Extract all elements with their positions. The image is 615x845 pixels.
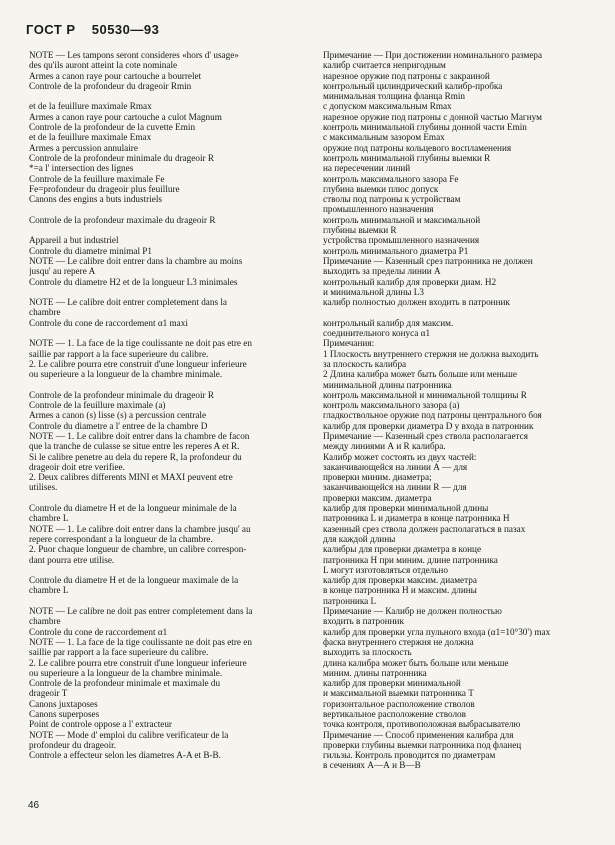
text-line: калибр для проверки максим. диаметра [323,575,477,586]
text-line: NOTE — 1. La face de la tige coulissante ne doit pas etre en [29,636,252,647]
line-gap [29,596,314,606]
text-line: Armes a canon raye pour cartouche a bourrelet [29,70,202,81]
text-line: Controle du cone de raccordement α1 maxi [29,317,188,328]
line-gap [29,225,314,235]
text-line: Controle du diametre minimal P1 [29,245,152,256]
text-line: Примечание — Способ применения калибра для [323,729,514,740]
text-line: устройства промышленного назначения [323,235,480,246]
document-header [26,22,159,37]
text-line: Controle a effecteur selon les diametres A-A et B-B. [29,750,221,761]
standard-number: 50530—93 [91,22,160,37]
text-line: repere correspondant a la longueur de la chambre. [29,533,213,544]
text-line: патронника L и диаметра в конце патронника Н [323,513,510,524]
text-line: Controle de la profondeur du drageoir Rmin [29,80,192,91]
text-line: des qu'ils auront atteint la cote nominale [29,60,178,71]
text-line: profondeur du drageoir. [29,739,116,750]
line-gap [29,328,314,338]
text-line: в конце патронника Н и максим. длины [323,585,477,596]
text-line: за плоскость калибра [323,358,407,369]
text-line: Controle de la feuillure maximale Fe [29,173,165,184]
text-line: Примечания: [323,338,375,349]
text-line: chambre L [29,585,69,596]
text-line: *=a l' intersection des lignes [29,163,134,174]
standard-title: ГОСТ Р [26,22,76,37]
text-line: выходить за плоскость [323,647,412,658]
text-line: ou superieure a la longueur de la chambre minimale. [29,369,223,380]
text-line: нарезное оружие под патроны с донной частью Магнум [323,111,542,122]
text-line: проверки глубины выемки патронника под фланец [323,739,522,750]
text-line: минимальной длины патронника [323,379,452,390]
text-line: с допуском максимальным Rmax [323,101,452,112]
text-line: NOTE — 1. Le calibre doit entrer dans la chambre de facon [29,430,250,441]
text-line: chambre [29,307,61,318]
text-line: стволы под патроны к устройствам [323,194,461,205]
text-line: Canons superposes [29,709,100,719]
text-line: вертикальное расположение стволов [323,709,466,719]
text-line: и максимальной выемки патронника Т [323,688,474,699]
text-line: Controle de la profondeur minimale et maximale du [29,678,221,689]
text-line: проверки максим. диаметра [323,492,432,503]
text-line: Controle du diametre H2 et de la longueur L3 minimales [29,276,238,287]
text-line: выходить за пределы линии А [323,266,441,277]
text-line: Controle de la profondeur maximale du drageoir R [29,214,216,225]
text-line: промышленного назначения [323,204,434,215]
text-line: контроль максимального зазора (а) [323,400,460,411]
text-line: NOTE — 1. Le calibre doit entrer dans la chambre jusqu' au [29,523,251,534]
text-line: контроль максимального зазора Fe [323,173,459,184]
line-gap [29,91,314,101]
text-line: калибр считается непригодным [323,60,446,71]
text-line: оружие под патроны кольцевого воспламенения [323,142,512,153]
text-line: проверки миним. диаметра; [323,472,432,483]
text-line: и минимальной длины L3 [323,286,424,297]
text-line: Controle de la profondeur minimale du drageoir R [29,152,214,163]
text-line: et de la feuillure maximale Rmax [29,101,152,112]
text-line: с максимальным зазором Emax [323,132,445,143]
text-line: соединительного конуса α1 [323,328,431,339]
french-legend-column [29,50,314,760]
text-line: chambre L [29,513,69,524]
text-line: в сечениях А—А и В—В [323,760,421,771]
text-line: dant pourra etre utilise. [29,554,115,565]
text-line: L могут изготовляться отдельно [323,564,448,575]
text-line: 2. Le calibre pourra etre construit d'une longueur inferieure [29,358,247,369]
page-number: 46 [28,800,40,811]
text-line: NOTE — Mode d' emploi du calibre verificateur de la [29,729,229,740]
text-line: que la tranche de culasse se situe entre les reperes A et R. [29,441,240,452]
text-line: калибры для проверки диаметра в конце [323,544,482,555]
line-gap [29,287,314,297]
text-line: контроль максимальной и минимальной толщины R [323,389,527,400]
text-line: контрольный цилиндрический калибр-пробка [323,80,503,91]
text-line: нарезное оружие под патроны с закраиной [323,70,490,81]
text-line: патронника Н при миним. длине патронника [323,554,498,565]
text-line: Point de controle oppose a l' extracteur [29,719,172,730]
text-line: drageoir doit etre verifiee. [29,461,125,472]
text-line: Si le calibre penetre au dela du repere R, la profondeur du [29,451,242,462]
line-gap [29,380,314,390]
text-line: точка контроля, противоположная выбрасывателю [323,719,521,730]
text-line: калибр для проверки угла пульного входа (α1=10°30') max [323,626,551,637]
text-line: Armes a canon (s) lisse (s) a percussion centrale [29,410,207,421]
text-line: Примечание — Казенный срез ствола располагается [323,430,528,441]
text-line: гладкоствольное оружие под патроны центрального боя [323,410,542,421]
text-line: Controle du diametre a l' entree de la chambre D [29,420,208,431]
line-gap [29,204,314,214]
text-line: Controle du diametre H et de la longueur minimale de la [29,503,237,514]
text-line: Canons juxtaposes [29,698,98,709]
text-line: 2. Deux calibres differents MINI et MAXI peuvent etre [29,472,233,483]
text-line: контроль минимальной глубины выемки R [323,152,491,163]
text-line: контроль минимального диаметра P1 [323,245,469,256]
text-line: входить в патронник [323,616,404,627]
text-line: для каждой длины [323,533,396,544]
text-line: глубины выемки R [323,225,397,236]
text-line: NOTE — Le calibre doit entrer completement dans la [29,297,227,308]
text-line: Примечание — Калибр не должен полностью [323,606,502,617]
text-line: казенный срез ствола должен располагаться в пазах [323,523,526,534]
text-line: между линиями А и R калибра. [323,441,446,452]
text-line: saillie par rapport a la face superieure du calibre. [29,647,209,658]
text-line: Fe=profondeur du drageoir plus feuillure [29,183,180,194]
text-line: калибр для проверки минимальной длины [323,503,489,514]
text-line: миним. длины патронника [323,667,427,678]
text-line: drageoir T [29,688,68,699]
text-line: Примечание — При достижении номинального размера [323,50,543,60]
text-line: калибр для проверки минимальной [323,678,461,689]
text-line: Controle de la feuillure maximale (a) [29,400,166,411]
text-line: контроль минимальной глубины донной части Emin [323,122,527,133]
text-line: заканчивающейся на линии R — для [323,482,467,493]
text-line: NOTE — Le calibre doit entrer dans la chambre au moins [29,255,243,266]
text-line: заканчивающейся на линии А — для [323,461,468,472]
text-line: et de la feuillure maximale Emax [29,132,152,143]
text-line: на пересечении линий [323,163,411,174]
text-line: глубина выемки плюс допуск [323,183,439,194]
text-line: Controle de la profondeur minimale du drageoir R [29,389,214,400]
text-line: 1 Плоскость внутреннего стержня не должна выходить [323,348,539,359]
text-line: Controle du diametre H et de la longueur maximale de la [29,575,239,586]
text-line: jusqu' au repere A [29,266,96,277]
text-line: контрольный калибр для максим. [323,317,454,328]
text-line: 2 Длина калибра может быть больше или меньше [323,369,517,380]
text-line: фаска внутреннего стержня не должна [323,636,474,647]
text-line: 2. Le calibre pourra etre construit d'une longueur inferieure [29,657,247,668]
text-line: Armes a percussion annulaire [29,142,138,153]
text-line: Canons des engins a buts industriels [29,194,162,205]
text-line: ou superieure a la longueur de la chambre minimale. [29,667,223,678]
text-line: 2. Puor chaque longueur de chambre, un calibre correspon- [29,544,247,555]
text-line: гильзы. Контроль проводится по диаметрам [323,750,496,761]
text-line: NOTE — Le calibre ne doit pas entrer completement dans la [29,606,253,617]
text-line: калибр полностью должен входить в патронник [323,297,510,308]
text-line: горизонтальное расположение стволов [323,698,475,709]
text-line: saillie par rapport a la face superieure du calibre. [29,348,209,359]
text-line: Controle de la profondeur de la cuvette Emin [29,122,196,133]
text-line: калибр для проверки диаметра D у входа в патронник [323,420,534,431]
text-line: патронника L [323,595,377,606]
russian-legend-column [323,50,605,771]
text-line: Appareil a but industriel [29,235,119,246]
text-line: Armes a canon raye pour cartouche a culot Magnum [29,111,222,122]
text-line: utilises. [29,482,58,493]
text-line: Примечание — Казенный срез патронника не должен [323,255,533,266]
text-line: минимальная толщина фланца Rmin [323,91,466,102]
text-line: Controle du cone de raccordement α1 [29,626,168,637]
text-line: NOTE — Les tampons seront consideres «hors d' usage» [29,50,239,60]
text-line: контрольный калибр для проверки диам. H2 [323,276,497,287]
text-line: NOTE — 1. La face de la tige coulissante ne doit pas etre en [29,338,252,349]
line-gap [29,493,314,503]
text-line: Калибр может состоять из двух частей: [323,451,477,462]
text-line: длина калибра может быть больше или меньше [323,657,509,668]
text-line: контроль минимальной и максимальной [323,214,481,225]
line-gap [323,307,605,317]
line-gap [29,565,314,575]
text-line: chambre [29,616,61,627]
